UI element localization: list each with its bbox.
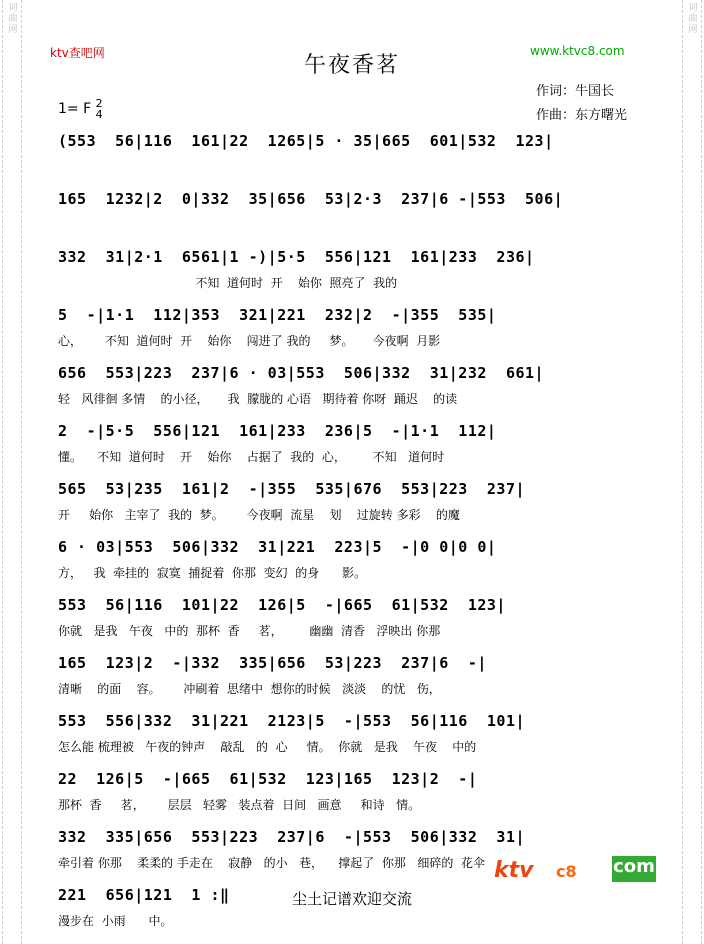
right-watermark-strip [682, 0, 702, 944]
time-sig-bottom: 4 [95, 108, 103, 121]
notation-line: 165 123|2 -|332 335|656 53|223 237|6 -| [58, 654, 487, 672]
score-body [58, 132, 658, 944]
notation-line: 656 553|223 237|6 · 03|553 506|332 31|232 661| [58, 364, 545, 382]
time-signature [96, 98, 103, 120]
lyricist-credit: 作词：牛国长 [536, 84, 615, 99]
notation-line: 165 1232|2 0|332 35|656 53|2·3 237|6 -|553 506| [58, 190, 564, 208]
score-row [58, 654, 658, 712]
composer-credit: 作曲：东方曙光 [536, 108, 628, 123]
score-row [58, 306, 658, 364]
lyric-line: 怎么能 梳理被 午夜的钟声 敲乱 的 心 情。 你就 是我 午夜 中的 [58, 740, 477, 754]
lyric-line: 懂。 不知 道何时 开 始你 占据了 我的 心， 不知 道何时 [58, 450, 445, 464]
footer-note: 尘土记谱欢迎交流 [291, 890, 412, 908]
site-logo [494, 854, 660, 900]
notation-line: 2 -|5·5 556|121 161|233 236|5 -|1·1 112| [58, 422, 497, 440]
score-row [58, 480, 658, 538]
score-row [58, 132, 658, 190]
notation-line: 553 556|332 31|221 2123|5 -|553 56|116 101| [58, 712, 526, 730]
lyric-line: 清晰 的面 容。 冲刷着 思绪中 想你的时候 淡淡 的忧 伤， [58, 682, 441, 696]
score-row [58, 248, 658, 306]
notation-line: 553 56|116 101|22 126|5 -|665 61|532 123| [58, 596, 506, 614]
lyric-line: 开 始你 主宰了 我的 梦。 今夜啊 流星 划 过旋转 多彩 的魔 [58, 508, 460, 522]
score-row [58, 364, 658, 422]
notation-line: 565 53|235 161|2 -|355 535|676 553|223 237| [58, 480, 526, 498]
lyric-line: 牵引着 你那 柔柔的 手走在 寂静 的小 巷， 撑起了 你那 细碎的 花伞 [58, 856, 485, 870]
notation-line: 22 126|5 -|665 61|532 123|165 123|2 -| [58, 770, 478, 788]
notation-line: 332 335|656 553|223 237|6 -|553 506|332 31| [58, 828, 526, 846]
score-row [58, 596, 658, 654]
score-row [58, 538, 658, 596]
notation-line: (553 56|116 161|22 1265|5 · 35|665 601|532 123| [58, 132, 554, 150]
lyric-line: 心， 不知 道何时 开 始你 闯进了 我的 梦。 今夜啊 月影 [58, 334, 441, 348]
lyric-line: 轻 风徘徊 多情 的小径， 我 朦胧的 心语 期待着 你呀 踊迟 的读 [58, 392, 458, 406]
site-name-left: ktv查吧网 [50, 46, 105, 60]
notation-line: 332 31|2·1 6561|1 -)|5·5 556|121 161|233 236| [58, 248, 535, 266]
site-url-right: www.ktvc8.com [530, 44, 625, 58]
time-sig-top: 2 [95, 97, 103, 110]
key-signature [58, 98, 103, 120]
score-row [58, 770, 658, 828]
logo-mark-com: com [612, 856, 656, 882]
notation-line: 5 -|1·1 112|353 321|221 232|2 -|355 535| [58, 306, 497, 324]
lyric-line: 漫步在 小雨 中。 [58, 914, 173, 928]
left-watermark-strip [2, 0, 22, 944]
left-watermark-text: 词曲网 [6, 2, 17, 35]
lyric-line: 方， 我 牵挂的 寂寞 捕捉着 你那 变幻 的身 影。 [58, 566, 367, 580]
notation-line: 6 · 03|553 506|332 31|221 223|5 -|0 0|0 0| [58, 538, 497, 556]
logo-mark-ktv: ktv [494, 858, 534, 883]
lyric-line: 你就 是我 午夜 中的 那杯 香 茗， 幽幽 清香 浮映出 你那 [58, 624, 441, 638]
score-row [58, 422, 658, 480]
score-row [58, 190, 658, 248]
lyric-line: 那杯 香 茗， 层层 轻雾 装点着 日间 画意 和诗 情。 [58, 798, 421, 812]
lyric-line: 不知 道何时 开 始你 照亮了 我的 [58, 276, 398, 290]
logo-mark-c8: c8 [556, 862, 577, 881]
right-watermark-text: 词曲网 [686, 2, 697, 35]
key-text: 1= F [58, 101, 92, 117]
song-title: 午夜香茗 [303, 53, 400, 78]
notation-line: 221 656|121 1 :‖ [58, 886, 230, 904]
score-row [58, 712, 658, 770]
